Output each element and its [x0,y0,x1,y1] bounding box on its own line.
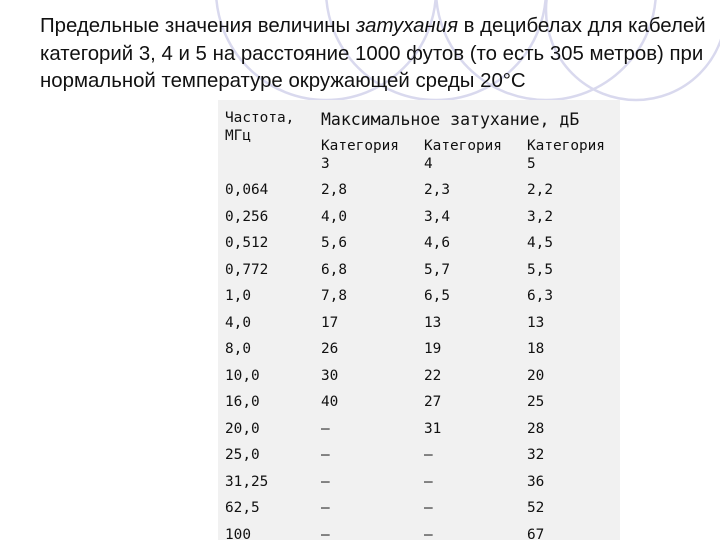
cell-frequency: 20,0 [225,420,260,437]
cell-category-5: 13 [527,314,545,331]
cell-category-4: 3,4 [424,208,450,225]
cell-category-4: 2,3 [424,182,450,198]
cell-category-3: 2,8 [321,182,347,198]
title-part1: Предельные значения величины [40,15,356,37]
cell-category-3: — [321,500,330,516]
cell-frequency: 100 [225,526,251,543]
cell-category-5: 5,5 [527,261,553,278]
cell-category-3: 26 [321,341,339,357]
title-emphasis: затухания [355,15,458,37]
cell-frequency: 0,256 [225,208,269,225]
cell-category-5: 2,2 [527,182,553,198]
cell-category-3: 6,8 [321,261,347,278]
cell-category-3: 5,6 [321,235,347,251]
cell-category-5: 25 [527,394,545,410]
cell-frequency: 16,0 [225,394,260,410]
cell-frequency: 10,0 [225,367,260,384]
cell-category-5: 6,3 [527,288,553,304]
cell-category-4: — [424,473,433,490]
cell-category-3: — [321,420,330,437]
cell-category-3: 30 [321,367,339,384]
title-part2: в децибелах для кабелей категорий 3, 4 и 5 на расстояние 1000 футов (то есть 305 метров) при нормальной температуре окружающей среды 20°С [40,15,706,92]
max-attenuation-header: Максимальное затухание, дБ [321,110,580,129]
cell-category-4: 31 [424,420,442,437]
cell-frequency: 31,25 [225,473,269,490]
cell-frequency: 0,064 [225,182,269,198]
cell-category-3: 7,8 [321,288,347,304]
cell-category-5: 36 [527,473,545,490]
cell-category-4: — [424,500,433,516]
cell-category-5: 67 [527,526,545,543]
cell-frequency: 0,772 [225,261,269,278]
cell-category-4: 6,5 [424,288,450,304]
frequency-header-line1: Частота, [225,110,295,126]
category-5-header: Категория [527,138,605,154]
category-3-header-number: 3 [321,156,330,172]
cell-category-5: 3,2 [527,208,553,225]
cell-category-5: 4,5 [527,235,553,251]
cell-category-4: — [424,526,433,543]
category-4-header-number: 4 [424,156,433,172]
slide-title [40,13,712,96]
cell-frequency: 62,5 [225,500,260,516]
cell-category-3: — [321,473,330,490]
cell-category-4: 5,7 [424,261,450,278]
cell-frequency: 4,0 [225,314,251,331]
cell-category-3: 40 [321,394,339,410]
cell-frequency: 0,512 [225,235,269,251]
cell-category-3: 4,0 [321,208,347,225]
category-3-header: Категория [321,138,399,154]
cell-category-5: 18 [527,341,545,357]
category-4-header: Категория [424,138,502,154]
cell-frequency: 1,0 [225,288,251,304]
cell-category-5: 52 [527,500,545,516]
cell-category-5: 20 [527,367,545,384]
category-5-header-number: 5 [527,156,536,172]
cell-category-4: 13 [424,314,442,331]
cell-category-4: 19 [424,341,442,357]
attenuation-table [218,100,620,540]
cell-category-4: — [424,447,433,463]
cell-category-3: — [321,526,330,543]
cell-category-5: 28 [527,420,545,437]
cell-category-3: 17 [321,314,339,331]
cell-frequency: 25,0 [225,447,260,463]
cell-frequency: 8,0 [225,341,251,357]
cell-category-4: 4,6 [424,235,450,251]
cell-category-4: 22 [424,367,442,384]
cell-category-3: — [321,447,330,463]
frequency-header-line2: МГц [225,128,251,144]
cell-category-4: 27 [424,394,442,410]
cell-category-5: 32 [527,447,545,463]
